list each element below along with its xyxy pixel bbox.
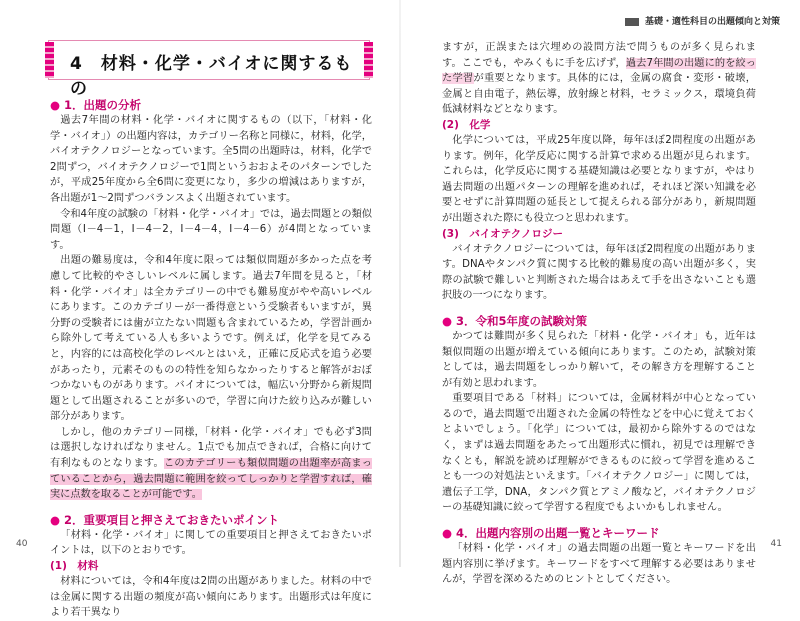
paragraph: 令和4年度の試験の「材料・化学・バイオ」では，過去問題との類似問題（Ⅰ－4－1，Ⅰ－4－2，Ⅰ－4－4，Ⅰ－4－6）が4問となっています。 [50, 208, 372, 251]
subheading-chemistry: (2) 化学 [442, 118, 491, 131]
subheading-materials: (1) 材料 [50, 560, 99, 573]
bullet-icon: ● [442, 526, 453, 541]
chapter-title: 4 材料・化学・バイオに関するもの [70, 54, 353, 99]
highlighted-text: このカテゴリーも類似問題の出題率が高まっていることから，過去問題に範囲を絞ってしっかりと学習すれば，確実に点数を取ることが可能です。 [50, 458, 372, 501]
paragraph: 材料については，令和4年度は2問の出題がありました。材料の中では金属に関する出題の頻度が高い傾向にあります。出題形式は年度により若干異なり [50, 576, 372, 619]
paragraph: しかし，他のカテゴリー同様，「材料・化学・バイオ」でも必ず3問は選択しなければなりません。1点でも加点できれば，合格に向けて有利なものとなります。このカテゴリーも類似問題の出題率が高まっていることから，過去問題に範囲を絞ってしっかりと学習すれば，確実に点数を取ることが可能です。 [50, 426, 372, 501]
running-header: 基礎・適性科目の出題傾向と対策 [625, 14, 780, 27]
left-page [0, 0, 400, 619]
paragraph: 化学については，平成25年度以降，毎年ほぼ2問程度の出題があります。例年，化学反応に関する計算で求める出題が見られます。これらは，化学反応に関する基礎知識は必要となりますが，やはり過去問題の出題パターンの理解を進めれば，それほど深い知識を必要とせずに計算問題の延長として捉えられる部分があり，新規問題が出題された際にも役立つと思われます。 [442, 134, 756, 224]
paragraph: 出題の難易度は，令和4年度に限っては類似問題が多かった点を考慮して比較的やさしいレベルに属します。過去7年間を見ると，「材料・化学・バイオ」は全カテゴリーの中でも難易度がやや高いレベルにあります。このカテゴリーが一番得意という受験者もいますが，異分野の受験者には歯が立たない問題も含まれているため，学習計画から除外して考えている人も多いようです。例えば，化学を見てみると，内容的には高校化学のレベルとはいえ，正確に反応式を追う必要があったり，元素そのものの特性を知らなかったりすると解答がおぼつかないものがあります。バイオについては，幅広い分野から新規問題として出題されることが多いので，学習に向けた絞り込みが難しい部分があります。 [50, 255, 372, 423]
paragraph: 「材料・化学・バイオ」に関しての重要項目と押さえておきたいポイントは，以下のとおりです。 [50, 529, 372, 557]
section-heading-4: ● 4．出題内容別の出題一覧とキーワード [442, 526, 660, 541]
right-content [442, 40, 756, 588]
chapter-heading [48, 40, 370, 99]
paragraph: 「材料・化学・バイオ」の過去問題の出題一覧とキーワードを出題内容別に挙げます。キーワードをすべて理解する必要はありませんが，学習を深めるためのヒントとしてください。 [442, 543, 756, 586]
section-heading-3: ● 3．令和5年度の試験対策 [442, 313, 588, 328]
paragraph: ますが，正誤または穴埋めの設問方法で問うものが多く見られます。ここでも，やみくもに手を広げず，過去7年間の出題に的を絞った学習が重要となります。具体的には，金属の腐食・変形・破壊，金属と自由電子，熱伝導，放射線と材料，セラミックス，環境負荷低減材料などとなります。 [442, 42, 756, 116]
highlighted-text: 過去7年間の出題に的を絞った学習 [442, 57, 756, 85]
subheading-biotech: (3) バイオテクノロジー [442, 227, 563, 240]
page-number-left: 40 [16, 539, 28, 549]
bullet-icon: ● [442, 313, 453, 328]
paragraph: バイオテクノロジーについては，毎年ほぼ2問程度の出題があります。DNAやタンパク質に関する比較的難易度の高い出題が多く，実際の試験で難しいと判断された場合はあえて手を出さないことも選択肢の一つになります。 [442, 243, 756, 302]
bullet-icon: ● [50, 512, 61, 527]
section-heading-2: ● 2．重要項目と押さえておきたいポイント [50, 512, 280, 527]
section-heading-1: ● 1．出題の分析 [50, 98, 142, 112]
chapter-deco-left [45, 42, 54, 78]
paragraph: かつては難問が多く見られた「材料・化学・バイオ」も，近年は類似問題の出題が増えている傾向にあります。このため，試験対策としては，過去問題をしっかり解いて，その解き方を理解することが有効と思われます。 [442, 330, 756, 389]
right-page [400, 0, 800, 586]
paragraph: 重要項目である「材料」については，金属材料が中心となっているので，過去問題で出題された金属の特性などを中心に覚えておくとよいでしょう。「化学」については，最初から除外するのではなく，まずは過去問題をあたって出題形式に慣れ，初見では理解できなくとも，解説を読めば理解ができるものに絞って学習を進めることも一つの対処法といえます。「バイオテクノロジー」に関しては，遺伝子工学，DNA，タンパク質とアミノ酸など，バイオテクノロジーの基礎知識に絞って学習する程度でもよいかもしれません。 [442, 393, 756, 514]
paragraph: 過去7年間の材料・化学・バイオに関するもの（以下，「材料・化学・バイオ」）の出題内容は，カテゴリー名称と同様に，材料，化学，バイオテクノロジーとなっています。全5問の出題時は，材料，化学で2問ずつ，バイオテクノロジーで1問というおおよそのパターンでしたが，平成25年度から全6問に変更になり，多少の増減はありますが，各出題が1～2問ずつバランスよく出題されています。 [50, 115, 372, 204]
page-number-right: 41 [770, 539, 782, 549]
left-content [50, 98, 372, 621]
bullet-icon: ● [50, 98, 61, 112]
